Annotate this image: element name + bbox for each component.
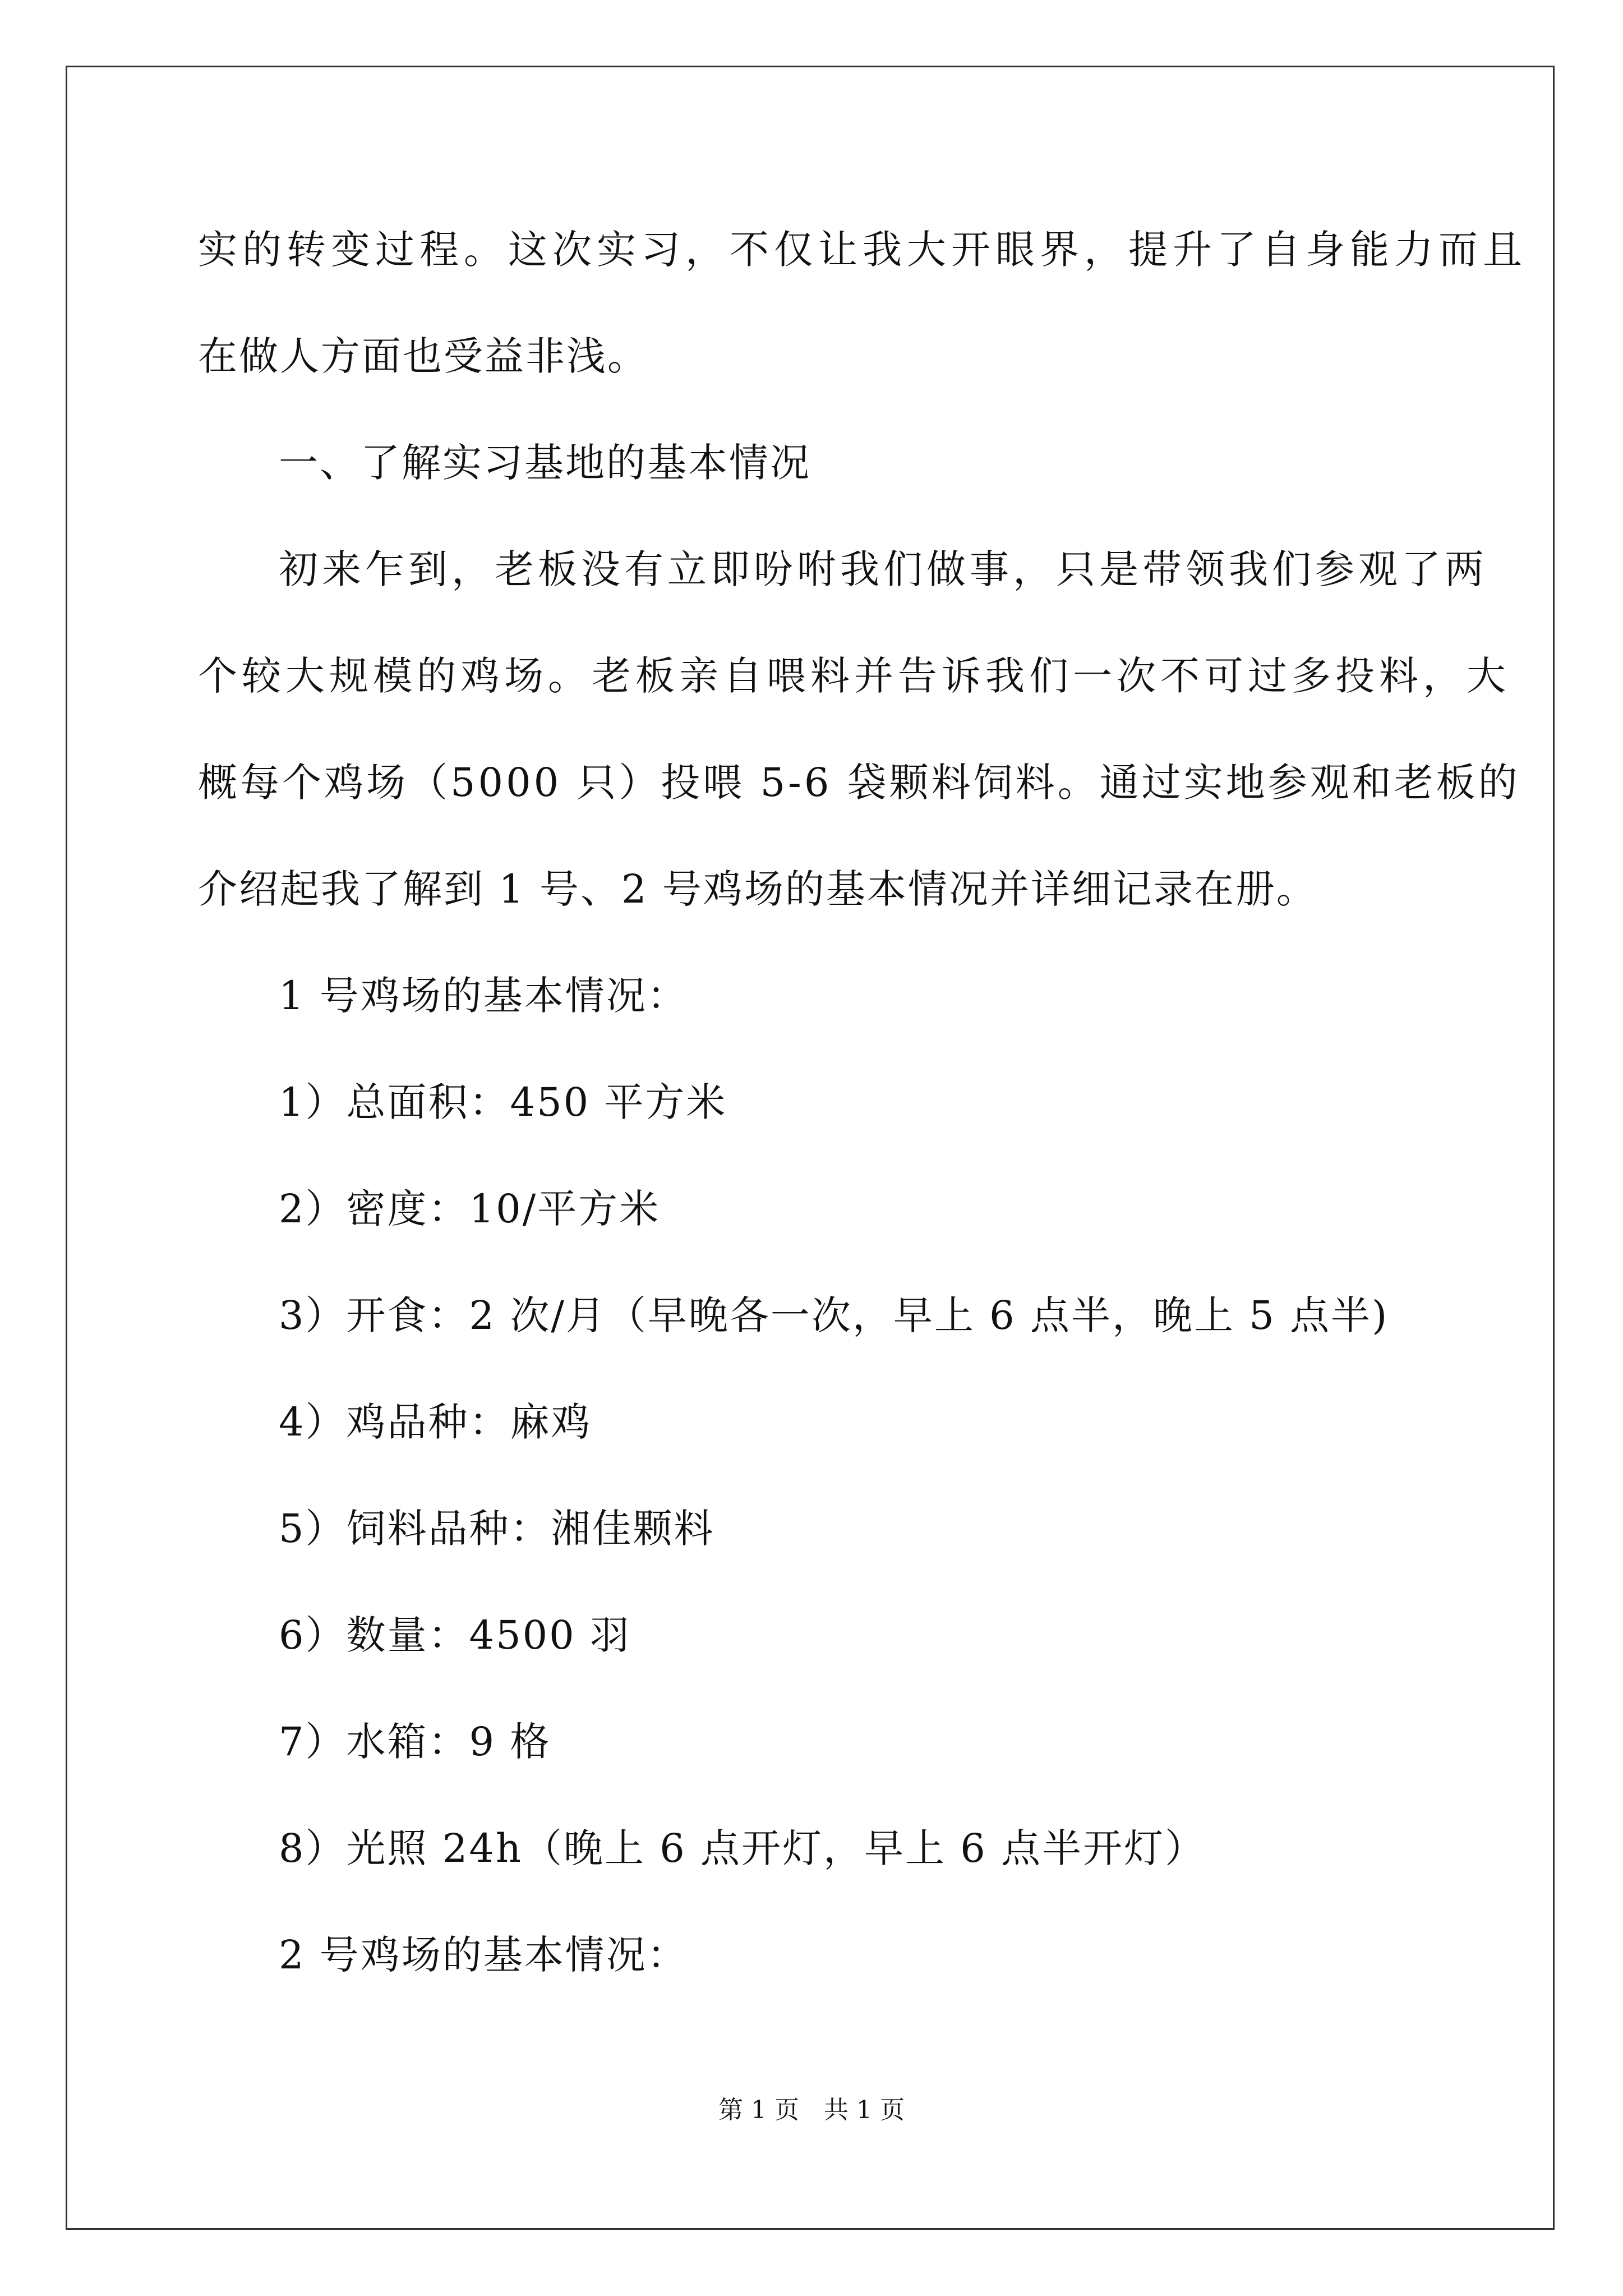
section-heading: 一、了解实习基地的基本情况: [279, 440, 811, 486]
list-item: 2）密度：10/平方米: [279, 1186, 661, 1232]
list-item: 5）饲料品种：湘佳颗料: [279, 1506, 715, 1552]
list-item: 7）水箱：9 格: [279, 1719, 551, 1765]
subsection-heading: 2 号鸡场的基本情况：: [279, 1932, 688, 1978]
list-item: 1）总面积：450 平方米: [279, 1079, 727, 1125]
page-border: [66, 66, 1555, 2230]
paragraph-line: 介绍起我了解到 1 号、2 号鸡场的基本情况并详细记录在册。: [198, 866, 1317, 912]
paragraph-line: 实的转变过程。这次实习，不仅让我大开眼界，提升了自身能力而且: [198, 227, 1527, 273]
paragraph-line: 概每个鸡场（5000 只）投喂 5-6 袋颗料饲料。通过实地参观和老板的: [198, 760, 1520, 806]
paragraph-line: 个较大规模的鸡场。老板亲自喂料并告诉我们一次不可过多投料，大: [198, 653, 1510, 699]
subsection-heading: 1 号鸡场的基本情况：: [279, 973, 688, 1019]
page-number-footer: 第 1 页 共 1 页: [718, 2096, 905, 2124]
paragraph-line: 在做人方面也受益非浅。: [198, 333, 648, 379]
list-item: 3）开食：2 次/月（早晚各一次，早上 6 点半，晚上 5 点半): [279, 1292, 1389, 1338]
paragraph-line: 初来乍到，老板没有立即吩咐我们做事，只是带领我们参观了两: [279, 546, 1488, 592]
list-item: 8）光照 24h（晚上 6 点开灯，早上 6 点半开灯）: [279, 1825, 1206, 1871]
list-item: 6）数量：4500 羽: [279, 1612, 631, 1658]
list-item: 4）鸡品种：麻鸡: [279, 1399, 592, 1445]
